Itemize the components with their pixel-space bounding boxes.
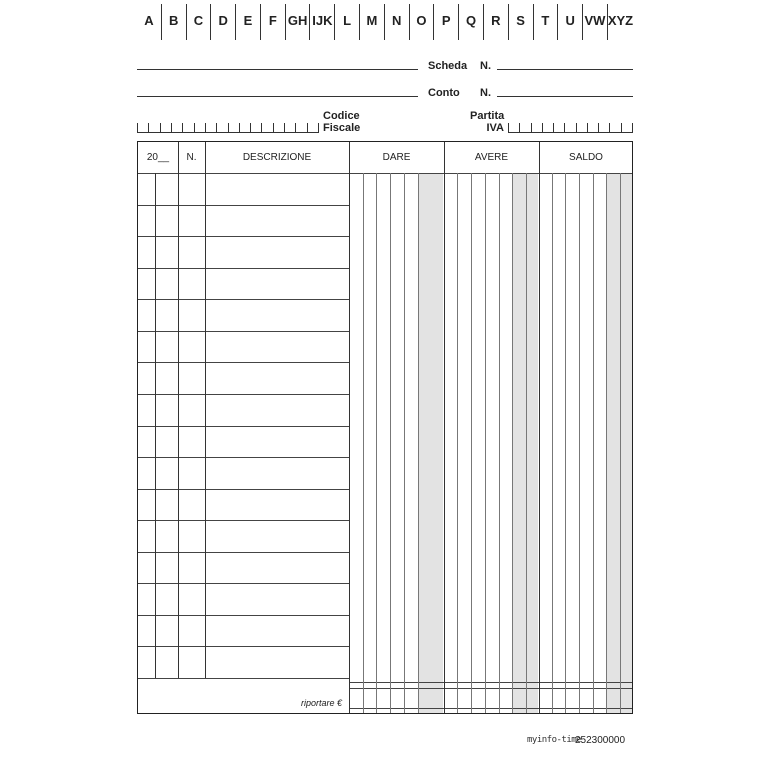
header-divider [138,173,632,174]
alphabet-tab[interactable]: M [360,4,385,40]
column-divider [205,142,206,678]
codice-label-line1: Codice [323,110,360,122]
alphabet-tab[interactable]: D [211,4,236,40]
digit-column [593,173,594,713]
alphabet-tab[interactable]: R [484,4,509,40]
tick-box [598,123,609,133]
header-dare: DARE [382,152,411,163]
tick-box [137,123,148,133]
row-line [138,299,349,300]
alphabet-index [137,4,633,40]
tick-box [250,123,261,133]
scheda-number-field[interactable] [497,69,633,70]
conto-number-field[interactable] [497,96,633,97]
tick-box [508,123,519,133]
tick-box [621,123,633,133]
column-divider [155,173,156,678]
alphabet-tab[interactable]: GH [286,4,311,40]
row-line [138,457,349,458]
tick-box [171,123,182,133]
alphabet-tab[interactable]: C [187,4,212,40]
tick-box [307,123,319,133]
partita-label-line1: Partita [470,110,505,122]
alphabet-tab[interactable]: E [236,4,261,40]
alphabet-tab[interactable]: O [410,4,435,40]
conto-left-line [137,96,418,97]
column-divider [444,142,445,713]
row-line [138,331,349,332]
alphabet-tab[interactable]: U [558,4,583,40]
alphabet-tab[interactable]: T [534,4,559,40]
tick-box [160,123,171,133]
cents-shade [418,173,443,713]
row-line [138,236,349,237]
brand-logo: myinfo-time [527,735,582,745]
digit-column [552,173,553,713]
row-line [138,362,349,363]
row-line [138,426,349,427]
conto-label: Conto [428,87,460,99]
alphabet-tab[interactable]: VW [583,4,608,40]
cents-shade [512,173,538,713]
tick-box [542,123,553,133]
tick-box [564,123,575,133]
amount-footer-line [349,708,632,709]
row-line [138,489,349,490]
tick-box [519,123,530,133]
alphabet-tab[interactable]: P [434,4,459,40]
row-line [138,205,349,206]
cents-shade [606,173,632,713]
row-line [138,646,349,647]
scheda-label: Scheda [428,60,468,72]
codice-fiscale-label [323,110,360,134]
row-line [138,520,349,521]
header-number: N. [186,152,197,163]
tick-box [609,123,620,133]
tick-box [295,123,306,133]
codice-fiscale-field[interactable] [137,117,319,133]
alphabet-tab[interactable]: IJK [310,4,335,40]
tick-box [228,123,239,133]
digit-column [620,173,621,713]
tick-box [553,123,564,133]
alphabet-tab[interactable]: B [162,4,187,40]
codice-label-line2: Fiscale [323,122,361,134]
partita-label-line2: IVA [486,122,504,134]
scheda-left-line [137,69,418,70]
digit-column [526,173,527,713]
alphabet-tab[interactable]: S [509,4,534,40]
digit-column [404,173,405,713]
alphabet-tab[interactable]: A [137,4,162,40]
tick-box [531,123,542,133]
header-saldo: SALDO [569,152,603,163]
header-avere: AVERE [474,152,509,163]
amount-footer-line [349,688,632,689]
digit-column [485,173,486,713]
tick-box [182,123,193,133]
digit-column [512,173,513,713]
header-year: 20__ [146,152,170,163]
digit-column [606,173,607,713]
column-divider [178,142,179,678]
product-code: 252300000 [575,735,626,746]
row-line [138,268,349,269]
digit-column [376,173,377,713]
row-line [138,615,349,616]
alphabet-tab[interactable]: L [335,4,360,40]
tick-box [216,123,227,133]
partita-iva-label [470,110,504,134]
alphabet-tab[interactable]: N [385,4,410,40]
row-line [138,552,349,553]
digit-column [390,173,391,713]
column-divider [539,142,540,713]
alphabet-tab[interactable]: F [261,4,286,40]
tick-box [284,123,295,133]
digit-column [579,173,580,713]
ledger-table [137,141,633,714]
row-line [138,583,349,584]
digit-column [363,173,364,713]
tick-box [576,123,587,133]
header-description: DESCRIZIONE [242,152,312,163]
tick-box [273,123,284,133]
digit-column [499,173,500,713]
amount-footer-line [349,682,632,683]
partita-iva-field[interactable] [508,117,633,133]
alphabet-tab[interactable]: Q [459,4,484,40]
row-line [138,394,349,395]
scheda-number-label: N. [480,60,491,72]
column-divider [349,142,350,713]
tick-box [148,123,159,133]
tick-box [261,123,272,133]
digit-column [418,173,419,713]
tick-box [239,123,250,133]
tick-box [205,123,216,133]
row-line [138,678,349,679]
conto-number-label: N. [480,87,491,99]
digit-column [471,173,472,713]
digit-column [457,173,458,713]
tick-box [194,123,205,133]
alphabet-tab[interactable]: XYZ [607,13,634,28]
tick-box [587,123,598,133]
riportare-label: riportare € [300,698,342,708]
digit-column [565,173,566,713]
